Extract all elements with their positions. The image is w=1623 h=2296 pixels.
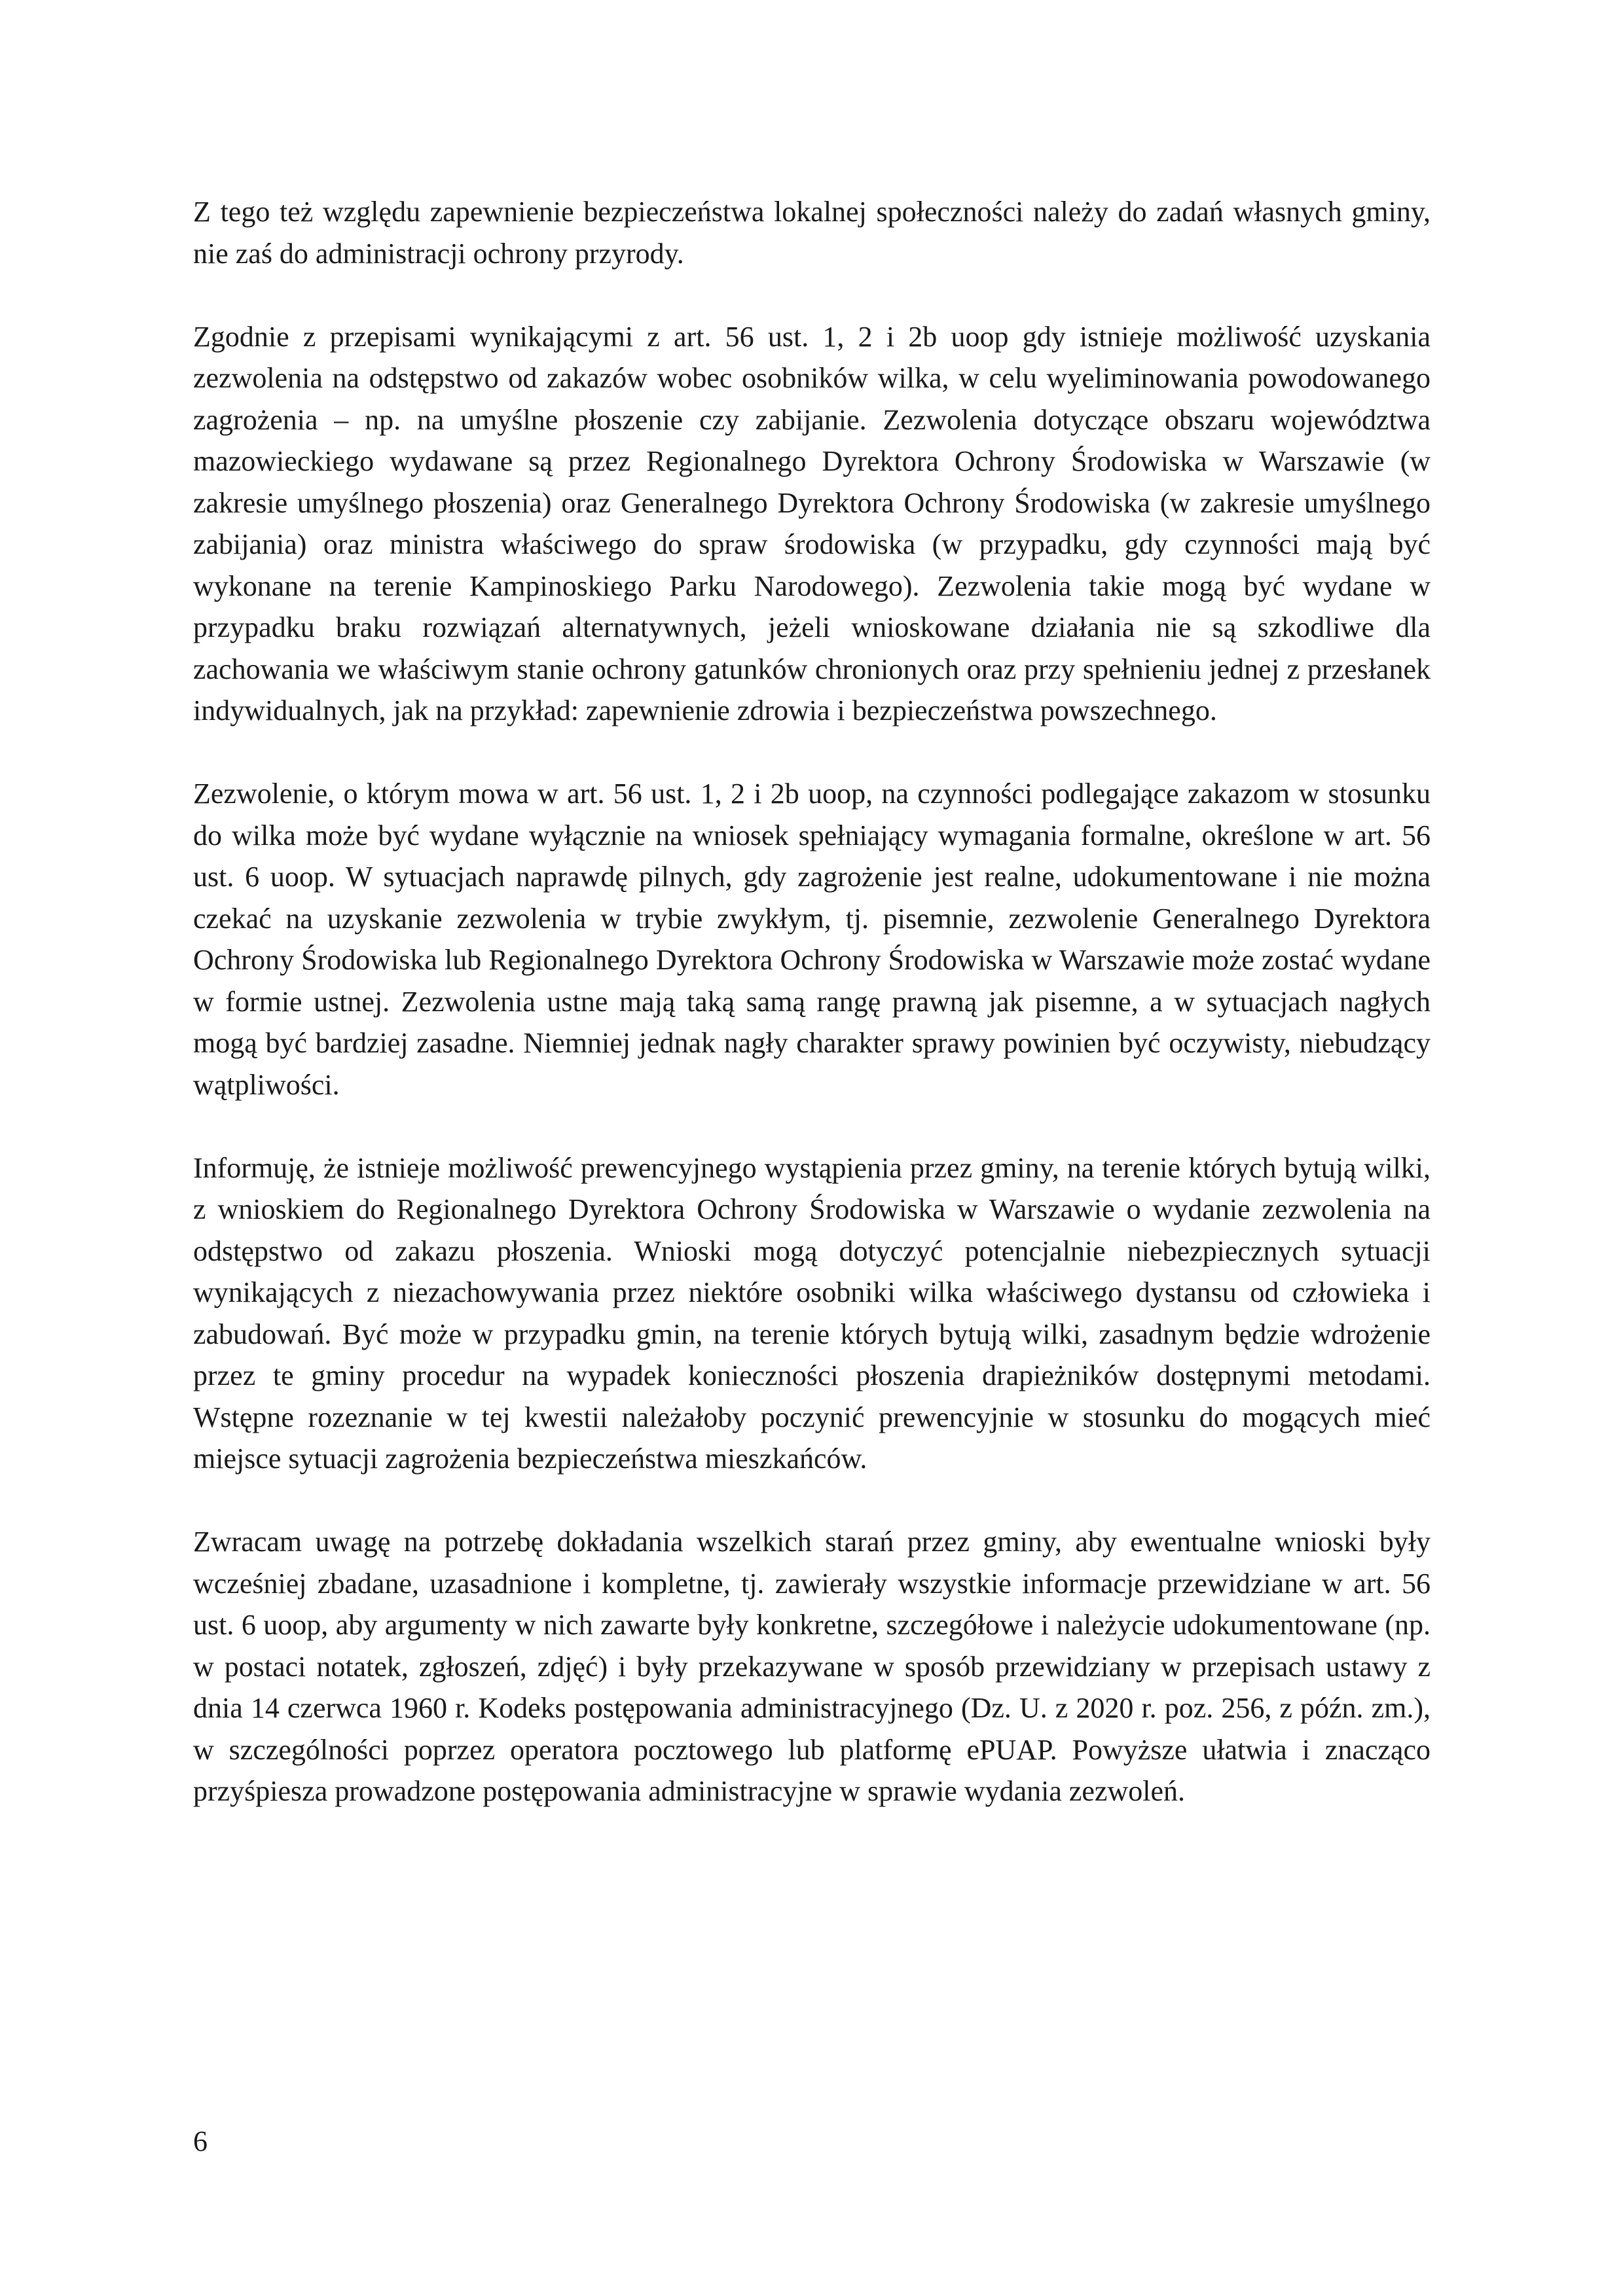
- paragraph-3: Zezwolenie, o którym mowa w art. 56 ust. 1, 2 i 2b uoop, na czynności podlegające zakazom w stosunku do wilka może być wydane wyłącznie na wniosek spełniający wymagania formalne, określone w art. 56 ust. 6 uoop. W sytuacjach naprawdę pilnych, gdy zagrożenie jest realne, udokumentowane i nie można czekać na uzyskanie zezwolenia w trybie zwykłym, tj. pisemnie, zezwolenie Generalnego Dyrektora Ochrony Środowiska lub Regionalnego Dyrektora Ochrony Środowiska w Warszawie może zostać wydane w formie ustnej. Zezwolenia ustne mają taką samą rangę prawną jak pisemne, a w sytuacjach nagłych mogą być bardziej zasadne. Niemniej jednak nagły charakter sprawy powinien być oczywisty, niebudzący wątpliwości.: [193, 778, 1431, 1101]
- page-number: 6: [193, 2125, 208, 2157]
- paragraph-5: Zwracam uwagę na potrzebę dokładania wszelkich starań przez gminy, aby ewentualne wnioski były wcześniej zbadane, uzasadnione i kompletne, tj. zawierały wszystkie informacje przewidziane w art. 56 ust. 6 uoop, aby argumenty w nich zawarte były konkretne, szczegółowe i należycie udokumentowane (np. w postaci notatek, zgłoszeń, zdjęć) i były przekazywane w sposób przewidziany w przepisach ustawy z dnia 14 czerwca 1960 r. Kodeks postępowania administracyjnego (Dz. U. z 2020 r. poz. 256, z późn. zm.), w szczególności poprzez operatora pocztowego lub platformę ePUAP. Powyższe ułatwia i znacząco przyśpiesza prowadzone postępowania administracyjne w sprawie wydania zezwoleń.: [193, 1526, 1431, 1807]
- paragraph-4: Informuję, że istnieje możliwość prewencyjnego wystąpienia przez gminy, na terenie których bytują wilki, z wnioskiem do Regionalnego Dyrektora Ochrony Środowiska w Warszawie o wydanie zezwolenia na odstępstwo od zakazu płoszenia. Wnioski mogą dotyczyć potencjalnie niebezpiecznych sytuacji wynikających z niezachowywania przez niektóre osobniki wilka właściwego dystansu od człowieka i zabudowań. Być może w przypadku gmin, na terenie których bytują wilki, zasadnym będzie wdrożenie przez te gminy procedur na wypadek konieczności płoszenia drapieżników dostępnymi metodami. Wstępne rozeznanie w tej kwestii należałoby poczynić prewencyjnie w stosunku do mogących mieć miejsce sytuacji zagrożenia bezpieczeństwa mieszkańców.: [193, 1151, 1431, 1475]
- body-text: [193, 191, 1431, 1854]
- paragraph-1: Z tego też względu zapewnienie bezpieczeństwa lokalnej społeczności należy do zadań własnych gminy, nie zaś do administracji ochrony przyrody.: [193, 196, 1431, 270]
- paragraph-2: Zgodnie z przepisami wynikającymi z art. 56 ust. 1, 2 i 2b uoop gdy istnieje możliwość uzyskania zezwolenia na odstępstwo od zakazów wobec osobników wilka, w celu wyeliminowania powodowanego zagrożenia – np. na umyślne płoszenie czy zabijanie. Zezwolenia dotyczące obszaru województwa mazowieckiego wydawane są przez Regionalnego Dyrektora Ochrony Środowiska w Warszawie (w zakresie umyślnego płoszenia) oraz Generalnego Dyrektora Ochrony Środowiska (w zakresie umyślnego zabijania) oraz ministra właściwego do spraw środowiska (w przypadku, gdy czynności mają być wykonane na terenie Kampinoskiego Parku Narodowego). Zezwolenia takie mogą być wydane w przypadku braku rozwiązań alternatywnych, jeżeli wnioskowane działania nie są szkodliwe dla zachowania we właściwym stanie ochrony gatunków chronionych oraz przy spełnieniu jednej z przesłanek indywidualnych, jak na przykład: zapewnienie zdrowia i bezpieczeństwa powszechnego.: [193, 320, 1431, 726]
